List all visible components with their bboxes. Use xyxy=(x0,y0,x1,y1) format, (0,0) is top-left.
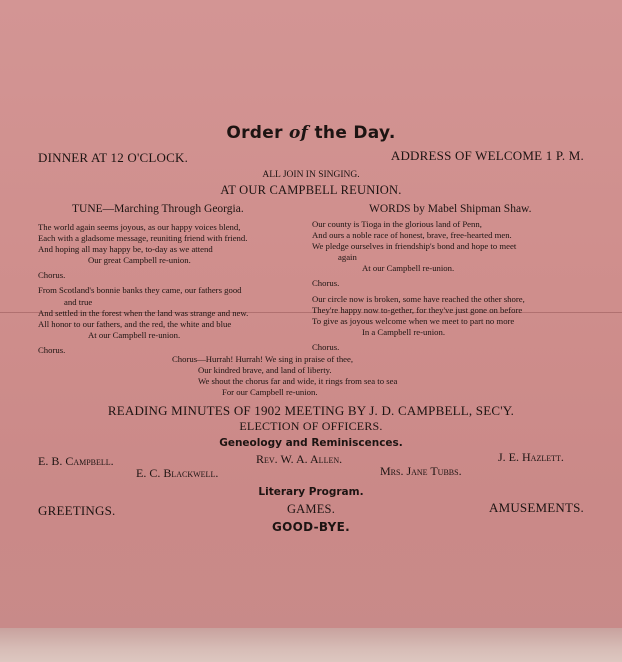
verse-line: And ours a noble race of honest, brave, free-hearted men. xyxy=(312,230,512,241)
verse-line: And settled in the forest when the land was strange and new. xyxy=(38,307,249,318)
verse-line: Chorus. xyxy=(38,270,66,281)
left-verses xyxy=(38,222,248,356)
speaker-allen: Rev. W. A. Allen. xyxy=(256,452,343,466)
verse-line: For our Campbell re-union. xyxy=(222,387,318,398)
verse-line: At our Campbell re-union. xyxy=(362,263,455,274)
page-title xyxy=(0,123,622,143)
chorus-block xyxy=(172,354,397,398)
election-line: ELECTION OF OFFICERS. xyxy=(239,419,383,433)
verse-line: and true xyxy=(64,296,93,307)
verse-line: Our circle now is broken, some have reached the other shore, xyxy=(312,293,525,304)
genealogy-heading: Geneology and Reminiscences. xyxy=(219,437,403,449)
verse-line: At our Campbell re-union. xyxy=(88,329,181,340)
verse-line: In a Campbell re-union. xyxy=(362,326,445,337)
verse-line: Our county is Tioga in the glorious land of Penn, xyxy=(312,219,482,229)
speaker-campbell: E. B. Campbell. xyxy=(38,454,114,468)
verse-line: Chorus. xyxy=(38,344,66,355)
verse-line: Chorus. xyxy=(312,341,340,352)
speaker-blackwell: E. C. Blackwell. xyxy=(136,466,219,480)
verse-line: All honor to our fathers, and the red, the white and blue xyxy=(38,318,232,329)
verse-line: And hoping all may happy be, to-day as we attend xyxy=(38,244,213,255)
goodbye-line: GOOD-BYE. xyxy=(271,520,351,534)
verse-line: The world again seems joyous, as our happy voices blend, xyxy=(38,222,241,232)
verse-line: Our great Campbell re-union. xyxy=(88,255,191,266)
verse-line: Our kindred brave, and land of liberty. xyxy=(198,365,332,376)
address-of-welcome: ADDRESS OF WELCOME 1 P. M. xyxy=(390,148,584,163)
dinner-time: DINNER AT 12 O'CLOCK. xyxy=(38,150,189,165)
verse-line: We pledge ourselves in friendship's bond and hope to meet xyxy=(312,241,517,252)
greetings-item: GREETINGS. xyxy=(38,503,116,518)
verse-line: We shout the chorus far and wide, it rings from sea to sea xyxy=(198,376,398,387)
verse-line: To give as joyous welcome when we meet to part no more xyxy=(312,315,515,326)
title-part-of: of xyxy=(289,123,309,143)
paper-bottom-edge xyxy=(0,628,622,662)
verse-line: Chorus—Hurrah! Hurrah! We sing in praise of thee, xyxy=(172,354,354,364)
verse-line: Each with a gladsome message, reuniting friend with friend. xyxy=(38,233,248,244)
title-part-order: Order xyxy=(226,123,290,143)
title-part-day: the Day. xyxy=(308,123,396,143)
verse-line: Chorus. xyxy=(312,278,340,289)
speaker-hazlett: J. E. Hazlett. xyxy=(498,450,564,464)
right-verses xyxy=(312,219,525,353)
literary-heading: Literary Program. xyxy=(258,486,364,498)
verse-line: again xyxy=(338,252,357,263)
reading-minutes: READING MINUTES OF 1902 MEETING BY J. D. CAMPBELL, SEC'Y. xyxy=(107,403,515,418)
verse-line: They're happy now to-gether, for they've just gone on before xyxy=(312,304,523,315)
amusements-item: AMUSEMENTS. xyxy=(488,500,584,515)
reunion-heading: AT OUR CAMPBELL REUNION. xyxy=(220,183,402,197)
tune-line: TUNE—Marching Through Georgia. xyxy=(72,203,244,215)
speaker-tubbs: Mrs. Jane Tubbs. xyxy=(380,464,462,478)
games-item: GAMES. xyxy=(286,502,336,516)
words-line: WORDS by Mabel Shipman Shaw. xyxy=(369,203,532,215)
all-join-line: ALL JOIN IN SINGING. xyxy=(262,170,360,180)
verse-line: From Scotland's bonnie banks they came, our fathers good xyxy=(38,285,242,296)
